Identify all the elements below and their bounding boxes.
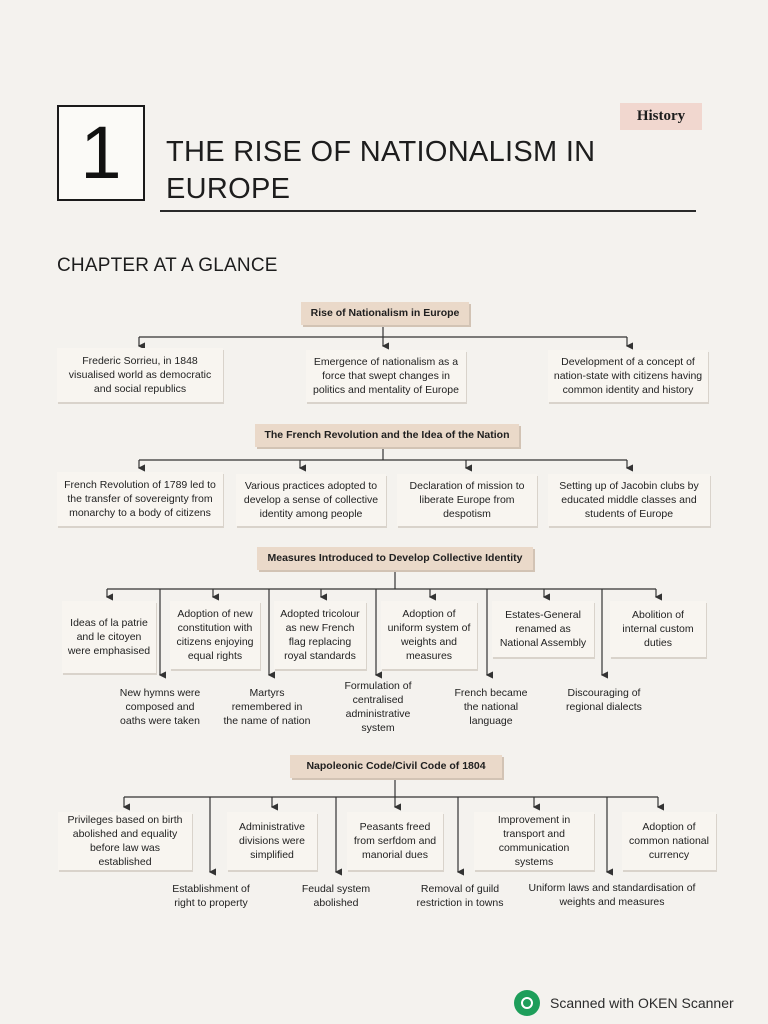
flow-box: Adopted tricolour as new French flag replacing royal standards [274, 601, 366, 669]
flow-box: Setting up of Jacobin clubs by educated middle classes and students of Europe [548, 474, 710, 526]
flow-box: French became the national language [454, 687, 528, 727]
scanner-logo-icon [514, 990, 540, 1016]
flow-box: French Revolution of 1789 led to the transfer of sovereignty from monarchy to a body of citizens [57, 472, 223, 526]
flow-box: Frederic Sorrieu, in 1848 visualised world as democratic and social republics [57, 348, 223, 402]
flow-box: Emergence of nationalism as a force that swept changes in politics and mentality of Europe [306, 350, 466, 402]
scanner-text: Scanned with OKEN Scanner [550, 995, 734, 1011]
flow-box: Privileges based on birth abolished and equality before law was established [58, 812, 192, 870]
flow-box: Uniform laws and standardisation of weights and measures [528, 882, 696, 908]
flow-box: Establishment of right to property [172, 883, 250, 909]
chapter-title: THE RISE OF NATIONALISM IN EUROPE [166, 136, 596, 205]
chapter-number: 1 [57, 105, 145, 201]
flow-box: Abolition of internal custom duties [610, 601, 706, 657]
flow-box: Development of a concept of nation-state with citizens having common identity and history [548, 350, 708, 402]
flow-section-header: Measures Introduced to Develop Collective Identity [257, 547, 533, 570]
flow-box: Removal of guild restriction in towns [416, 883, 504, 909]
subject-tag: History [620, 103, 702, 130]
flow-box: Adoption of new constitution with citizens enjoying equal rights [170, 601, 260, 669]
flow-box: Ideas of la patrie and le citoyen were emphasised [62, 601, 156, 673]
flow-box: Martyrs remembered in the name of nation [223, 687, 311, 727]
flow-box: Discouraging of regional dialects [566, 687, 642, 713]
flow-section-header: Napoleonic Code/Civil Code of 1804 [290, 755, 502, 778]
flow-box: Adoption of uniform system of weights and measures [381, 601, 477, 669]
scanner-watermark [514, 990, 734, 1016]
section-heading: CHAPTER AT A GLANCE [57, 255, 278, 276]
flow-box: Declaration of mission to liberate Europe from despotism [397, 474, 537, 526]
flow-box: Feudal system abolished [301, 883, 371, 909]
flow-box: Administrative divisions were simplified [227, 812, 317, 870]
flow-box: Adoption of common national currency [622, 812, 716, 870]
flow-box: Formulation of centralised administrative system [344, 680, 412, 734]
flow-box: New hymns were composed and oaths were taken [119, 687, 201, 727]
flow-box: Improvement in transport and communication systems [474, 812, 594, 870]
flow-section-header: The French Revolution and the Idea of the Nation [255, 424, 519, 447]
flow-box: Peasants freed from serfdom and manorial dues [347, 812, 443, 870]
flow-box: Various practices adopted to develop a sense of collective identity among people [236, 474, 386, 526]
flow-section-header: Rise of Nationalism in Europe [301, 302, 469, 325]
flow-box: Estates-General renamed as National Assembly [492, 601, 594, 657]
